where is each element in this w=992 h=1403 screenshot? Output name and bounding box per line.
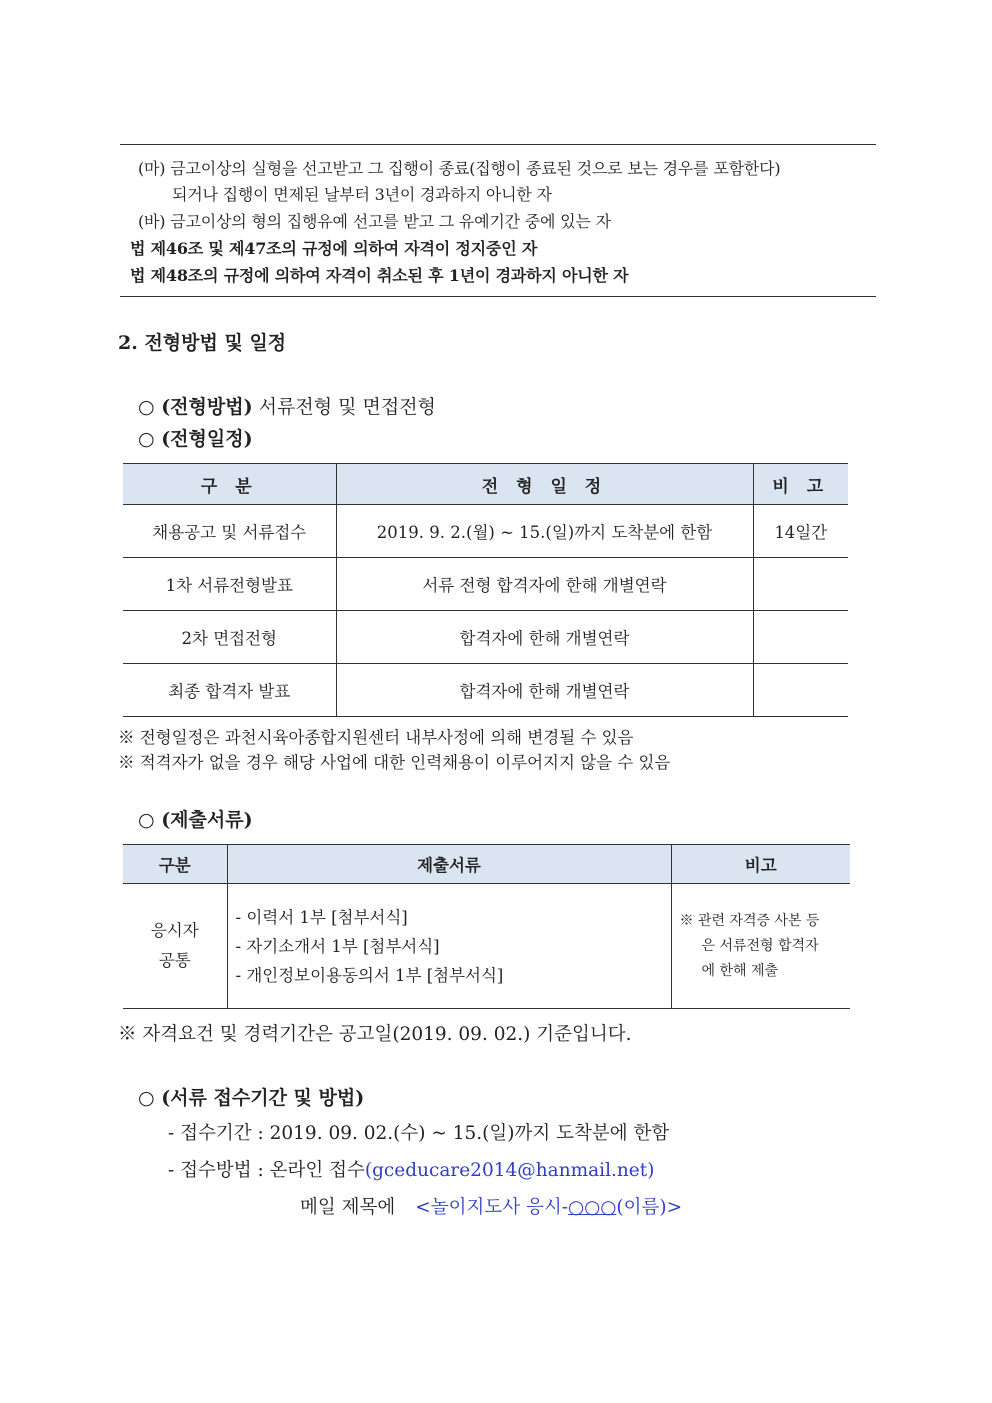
email-subject-part1: <놀이지도사 응시- — [415, 1197, 568, 1218]
schedule-cell: 서류 전형 합격자에 한해 개별연락 — [336, 558, 753, 611]
disqualification-ba: (바) 금고이상의 형의 집행유예 선고를 받고 그 유예기간 중에 있는 자 — [138, 212, 611, 231]
method-line — [138, 392, 436, 419]
disqualification-ma-line1: (마) 금고이상의 실형을 선고받고 그 집행이 종료(집행이 종료된 것으로 보는 경우를 포함한다) — [138, 159, 781, 178]
submission-method-prefix: - 접수방법 : 온라인 접수 — [168, 1160, 365, 1181]
schedule-note: ※ 전형일정은 과천시육아종합지원센터 내부사정에 의해 변경될 수 있음 — [118, 728, 634, 747]
table-row — [123, 558, 848, 611]
documents-category-line2: 공통 — [158, 951, 191, 970]
schedule-cell: 2019. 9. 2.(월) ~ 15.(일)까지 도착분에 한함 — [336, 505, 753, 558]
schedule-cell — [753, 611, 848, 664]
documents-remark-line3: 에 한해 제출 — [701, 962, 779, 979]
schedule-cell: 합격자에 한해 개별연락 — [336, 611, 753, 664]
schedule-header-category: 구 분 — [123, 464, 336, 505]
documents-remark-line2: 은 서류전형 합격자 — [701, 937, 819, 954]
schedule-label — [138, 424, 253, 451]
documents-category — [123, 884, 227, 1009]
schedule-header-row — [123, 464, 848, 505]
documents-header-category: 구분 — [123, 845, 227, 884]
list-item: - 이력서 1부 [첨부서식] — [235, 907, 408, 927]
schedule-cell — [753, 664, 848, 717]
table-row — [123, 611, 848, 664]
method-value: 서류전형 및 면접전형 — [252, 396, 436, 418]
section-heading: 2. 전형방법 및 일정 — [118, 332, 287, 354]
documents-header-documents: 제출서류 — [227, 845, 671, 884]
schedule-cell: 1차 서류전형발표 — [123, 558, 336, 611]
schedule-table — [123, 463, 848, 717]
table-row — [123, 505, 848, 558]
submission-email[interactable]: (gceducare2014@hanmail.net) — [364, 1160, 655, 1181]
documents-header-remark: 비고 — [671, 845, 850, 884]
submission-label — [138, 1083, 364, 1110]
documents-table — [123, 844, 850, 1009]
schedule-cell: 14일간 — [753, 505, 848, 558]
schedule-cell — [753, 558, 848, 611]
table-row — [123, 884, 850, 1009]
table-row — [123, 664, 848, 717]
schedule-label-text: ○ (전형일정) — [138, 428, 253, 450]
schedule-header-remark: 비 고 — [753, 464, 848, 505]
submission-period: - 접수기간 : 2019. 09. 02.(수) ~ 15.(일)까지 도착분에 한함 — [168, 1123, 670, 1144]
documents-header-row — [123, 845, 850, 884]
email-subject-prefix: 메일 제목에 — [300, 1197, 396, 1218]
documents-label-text: ○ (제출서류) — [138, 809, 253, 831]
method-label: ○ (전형방법) — [138, 396, 253, 418]
disqualification-ma-line2: 되거나 집행이 면제된 날부터 3년이 경과하지 아니한 자 — [172, 185, 552, 204]
basis-note: ※ 자격요건 및 경력기간은 공고일(2019. 09. 02.) 기준입니다. — [118, 1024, 632, 1045]
law-48: 법 제48조의 규정에 의하여 자격이 취소된 후 1년이 경과하지 아니한 자 — [130, 266, 629, 285]
documents-remark — [671, 884, 850, 1009]
email-subject-name: ○○○ — [567, 1197, 617, 1218]
schedule-cell: 채용공고 및 서류접수 — [123, 505, 336, 558]
schedule-cell: 최종 합격자 발표 — [123, 664, 336, 717]
documents-label — [138, 805, 253, 832]
schedule-header-schedule: 전 형 일 정 — [336, 464, 753, 505]
law-46-47: 법 제46조 및 제47조의 규정에 의하여 자격이 정지중인 자 — [130, 239, 538, 258]
schedule-cell: 2차 면접전형 — [123, 611, 336, 664]
list-item: - 자기소개서 1부 [첨부서식] — [235, 936, 440, 956]
schedule-cell: 합격자에 한해 개별연락 — [336, 664, 753, 717]
documents-list — [227, 884, 671, 1009]
list-item: - 개인정보이용동의서 1부 [첨부서식] — [235, 965, 504, 985]
schedule-note: ※ 적격자가 없을 경우 해당 사업에 대한 인력채용이 이루어지지 않을 수 있음 — [118, 753, 671, 772]
top-rule — [120, 144, 876, 145]
documents-category-line1: 응시자 — [150, 921, 199, 940]
bottom-rule — [120, 296, 876, 297]
submission-label-text: ○ (서류 접수기간 및 방법) — [138, 1087, 365, 1109]
email-subject-part2: (이름)> — [616, 1197, 683, 1218]
submission-method — [168, 1156, 654, 1182]
email-subject-line — [300, 1193, 682, 1219]
documents-remark-line1: ※ 관련 자격증 사본 등 — [679, 912, 820, 929]
